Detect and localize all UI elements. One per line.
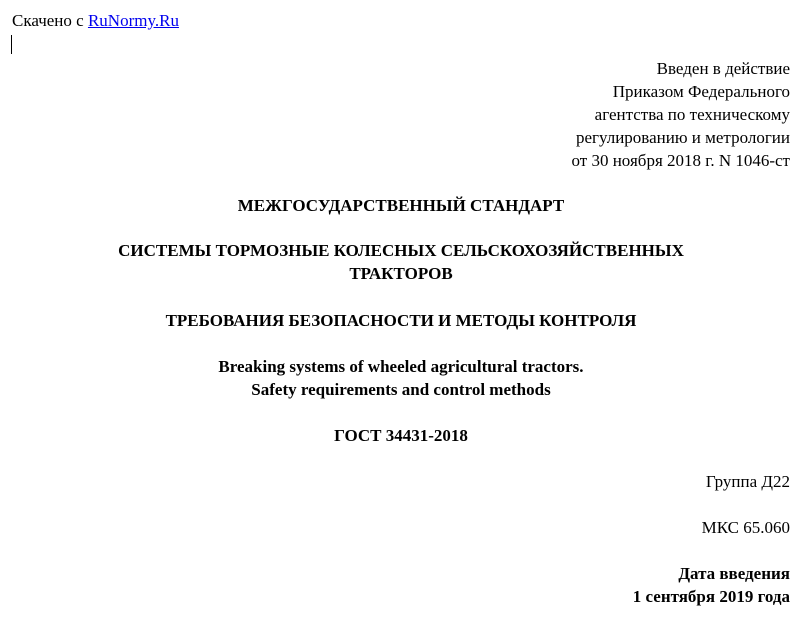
introduction-date-label: Дата введения (678, 564, 790, 583)
gost-number: ГОСТ 34431-2018 (334, 426, 468, 445)
mks-code: МКС 65.060 (701, 518, 790, 537)
russian-title (0, 239, 802, 285)
text-cursor (11, 35, 12, 54)
russian-title-line: СИСТЕМЫ ТОРМОЗНЫЕ КОЛЕСНЫХ СЕЛЬСКОХОЗЯЙСТВЕННЫХ (118, 241, 684, 260)
english-title (0, 355, 802, 401)
standard-kind-heading: МЕЖГОСУДАРСТВЕННЫЙ СТАНДАРТ (237, 196, 565, 215)
english-title-line: Breaking systems of wheeled agricultural tractors. (218, 357, 584, 376)
enactment-line: агентства по техническому (594, 105, 790, 124)
enactment-line: регулированию и метрологии (575, 128, 790, 147)
russian-title-line: ТРАКТОРОВ (349, 264, 453, 283)
runormy-site-link[interactable]: RuNormy.Ru (87, 11, 179, 30)
download-source-prefix: Скачено с (12, 11, 84, 30)
english-title-line: Safety requirements and control methods (251, 380, 551, 399)
enactment-line: Введен в действие (656, 59, 790, 78)
enactment-block (572, 57, 791, 172)
classification-group: Группа Д22 (705, 472, 790, 491)
introduction-date-block (633, 562, 790, 608)
download-source-line (12, 10, 179, 31)
enactment-line: Приказом Федерального (612, 82, 790, 101)
introduction-date-value: 1 сентября 2019 года (632, 587, 790, 606)
enactment-line: от 30 ноября 2018 г. N 1046-ст (571, 151, 790, 170)
russian-subtitle: ТРЕБОВАНИЯ БЕЗОПАСНОСТИ И МЕТОДЫ КОНТРОЛЯ (165, 311, 637, 330)
